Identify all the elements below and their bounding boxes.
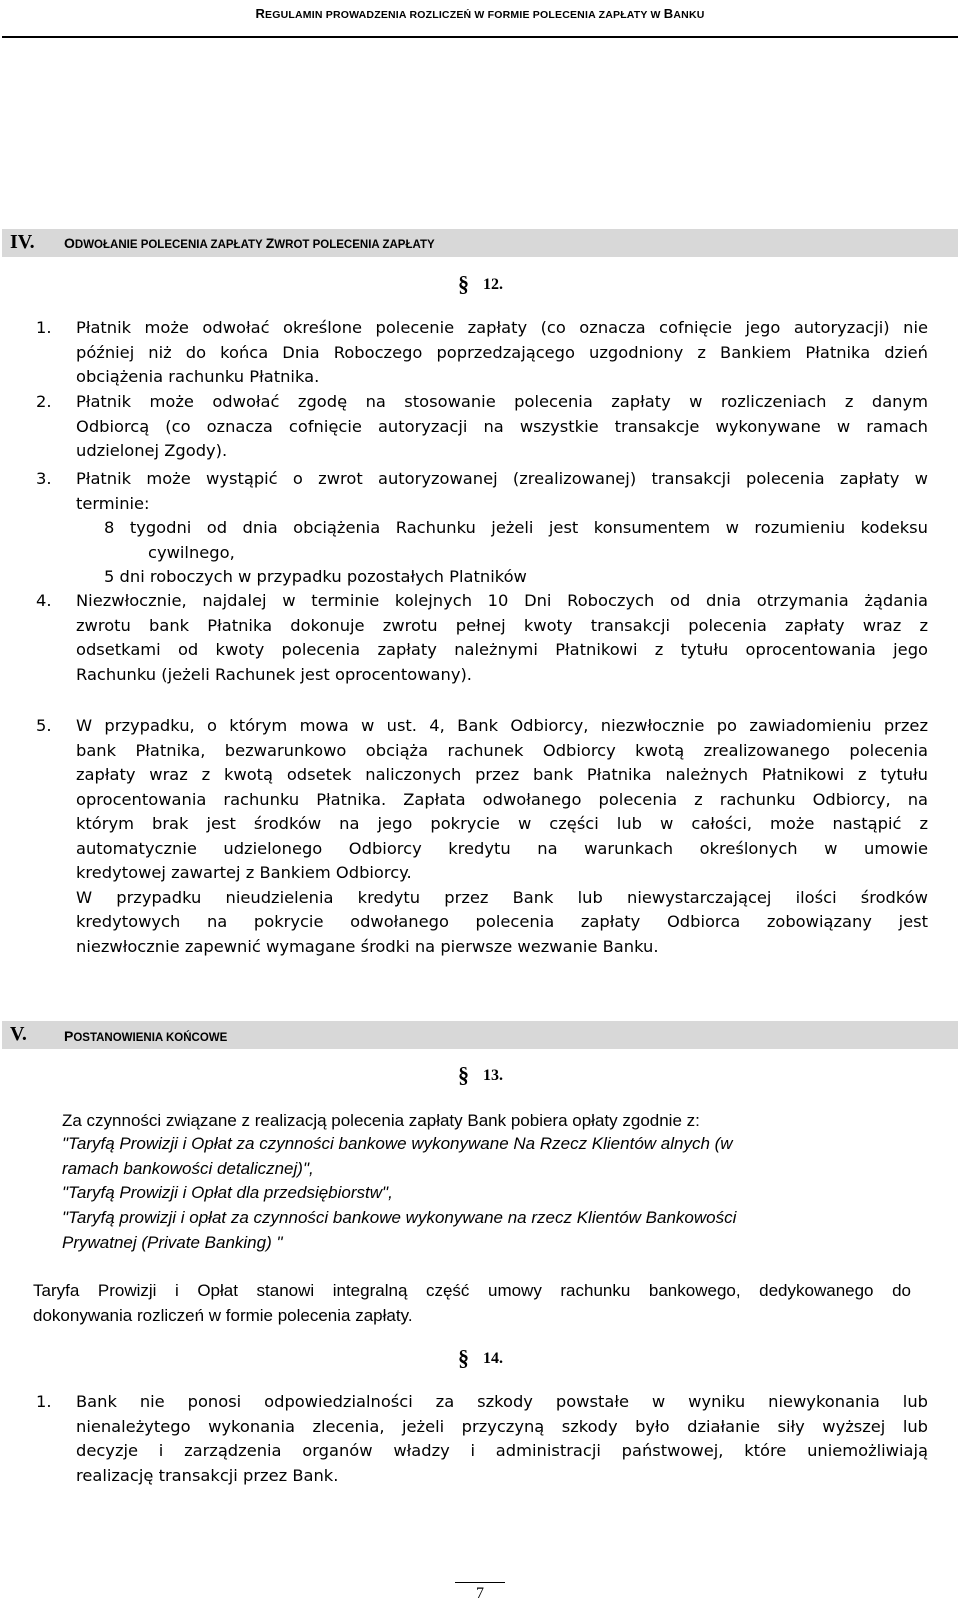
section-iv-title [64, 235, 435, 251]
item-text-line: Bank nie ponosi odpowiedzialności za szkody powstałe w wyniku niewykonania lub [76, 1392, 928, 1411]
section-v-number: V. [10, 1023, 27, 1045]
item-text-line: Odbiorcą (co oznacza cofnięcie autoryzacji na wszystkie transakcje wykonywane w ramach [76, 416, 928, 436]
header-divider [2, 36, 958, 38]
footer-divider [455, 1582, 505, 1583]
item-text-line: terminie: [76, 493, 150, 513]
item-number: 3. [36, 469, 52, 488]
item-text-line: udzielonej Zgody). [76, 441, 228, 460]
section-iv-number: IV. [10, 231, 35, 253]
title-fragment: OSTANOWIENIA KOŃCOWE [73, 1032, 228, 1044]
sub-item-line: cywilnego, [148, 542, 235, 562]
title-fragment: EGULAMIN PROWADZENIA ROZLICZEŃ W FORMIE POLECENIA ZAPŁATY W [265, 9, 664, 21]
fee-tariff-line: Prywatnej (Private Banking) " [62, 1233, 283, 1252]
item-number: 4. [36, 591, 52, 610]
title-fragment: DWOŁANIE POLECENIA ZAPŁATY [74, 239, 266, 251]
paragraph-14: § 14. [458, 1345, 503, 1370]
header-title [255, 6, 704, 21]
item-text-line: później niż do końca Dnia Roboczego poprzedzającego uzgodniony z Bankiem Płatnika dzień [76, 342, 928, 362]
sub-item-line: 8 tygodni od dnia obciążenia Rachunku jeżeli jest konsumentem w rozumieniu kodeksu [104, 518, 928, 537]
item-text-line: Płatnik może odwołać zgodę na stosowanie polecenia zapłaty w rozliczeniach z danym [76, 392, 928, 411]
item-text-line: zwrotu bank Płatnika dokonuje zwrotu pełnej kwoty transakcji polecenia zapłaty wraz z [76, 615, 928, 635]
section-v-title [64, 1028, 227, 1044]
item-number: 5. [36, 716, 52, 735]
title-fragment: O [64, 235, 75, 251]
paragraph-12: § 12. [458, 271, 503, 296]
title-fragment: P [64, 1028, 74, 1044]
title-fragment: B [663, 6, 674, 21]
paragraph-13: § 13. [458, 1062, 503, 1087]
title-fragment: WROT POLECENIA ZAPŁATY [274, 239, 435, 251]
item-text-line: automatycznie udzielonego Odbiorcy kredytu na warunkach określonych w umowie [76, 838, 928, 858]
fee-tariff-line: "Taryfą prowizji i opłat za czynności bankowe wykonywane na rzecz Klientów Bankowości [62, 1208, 737, 1227]
item-text-line: decyzje i zarządzenia organów władzy i administracji państwowej, które uniemożliwiają [76, 1441, 928, 1460]
item-number: 1. [36, 318, 52, 337]
item-text-line: zapłaty wraz z kwotą odsetek naliczonych przez bank Płatnika należnych Płatnikowi z tytułu [76, 765, 928, 784]
item-number: 2. [36, 392, 52, 411]
item-text-line: W przypadku, o którym mowa w ust. 4, Bank Odbiorcy, niezwłocznie po zawiadomieniu przez [76, 716, 928, 735]
tariff-line: dokonywania rozliczeń w formie polecenia zapłaty. [33, 1306, 413, 1325]
title-fragment: ANKU [673, 9, 705, 21]
item-text-line: kredytowych na pokrycie odwołanego polecenia zapłaty Odbiorca zobowiązany jest [76, 912, 928, 931]
fee-tariff-line: "Taryfą Prowizji i Opłat za czynności bankowe wykonywane Na Rzecz Klientów alnych (w [62, 1134, 733, 1153]
item-text-line: W przypadku nieudzielenia kredytu przez Bank lub niewystarczającej ilości środków [76, 887, 928, 907]
sub-item-line: 5 dni roboczych w przypadku pozostałych Platników [104, 567, 527, 586]
section-iv-heading [2, 229, 958, 257]
item-number: 1. [36, 1392, 52, 1411]
section-v-heading [2, 1021, 958, 1049]
item-text-line: odsetkami od kwoty polecenia zapłaty należnymi Płatnikowi z tytułu oprocentowania jego [76, 640, 928, 659]
item-text-line: realizację transakcji przez Bank. [76, 1465, 339, 1485]
item-text-line: Niezwłocznie, najdalej w terminie kolejnych 10 Dni Roboczych od dnia otrzymania żądania [76, 591, 928, 610]
item-text-line: obciążenia rachunku Płatnika. [76, 367, 320, 386]
item-text-line: Płatnik może wystąpić o zwrot autoryzowanej (zrealizowanej) transakcji polecenia zapłaty w [76, 469, 928, 488]
fees-intro: Za czynności związane z realizacją polecenia zapłaty Bank pobiera opłaty zgodnie z: [62, 1111, 700, 1130]
item-text-line: oprocentowania rachunku Płatnika. Zapłata odwołanego polecenia z rachunku Odbiorcy, na [76, 789, 928, 809]
page-number: 7 [476, 1585, 484, 1602]
fee-tariff-line: ramach bankowości detalicznej)", [62, 1159, 314, 1178]
item-text-line: którym brak jest środków na jego pokrycie w części lub w całości, może nastąpić z [76, 814, 928, 833]
item-text-line: niezwłocznie zapewnić wymagane środki na pierwsze wezwanie Banku. [76, 936, 659, 956]
tariff-line: Taryfa Prowizji i Opłat stanowi integralną część umowy rachunku bankowego, dedykowanego do [33, 1281, 911, 1300]
item-text-line: bank Płatnika, bezwarunkowo obciąża rachunek Odbiorcy kwotą zrealizowanego polecenia [76, 740, 928, 760]
item-text-line: kredytowej zawartej z Bankiem Odbiorcy. [76, 863, 412, 882]
title-fragment: Z [265, 235, 275, 251]
fee-tariff-line: "Taryfą Prowizji i Opłat dla przedsiębiorstw", [62, 1183, 393, 1202]
title-fragment: R [255, 6, 266, 21]
item-text-line: Rachunku (jeżeli Rachunek jest oprocentowany). [76, 664, 472, 684]
running-header [0, 6, 960, 21]
item-text-line: Płatnik może odwołać określone polecenie zapłaty (co oznacza cofnięcie jego autoryzacji) nie [76, 318, 928, 337]
item-text-line: nienależytego wykonania zlecenia, jeżeli przyczyną szkody było działanie siły wyższej lub [76, 1416, 928, 1436]
